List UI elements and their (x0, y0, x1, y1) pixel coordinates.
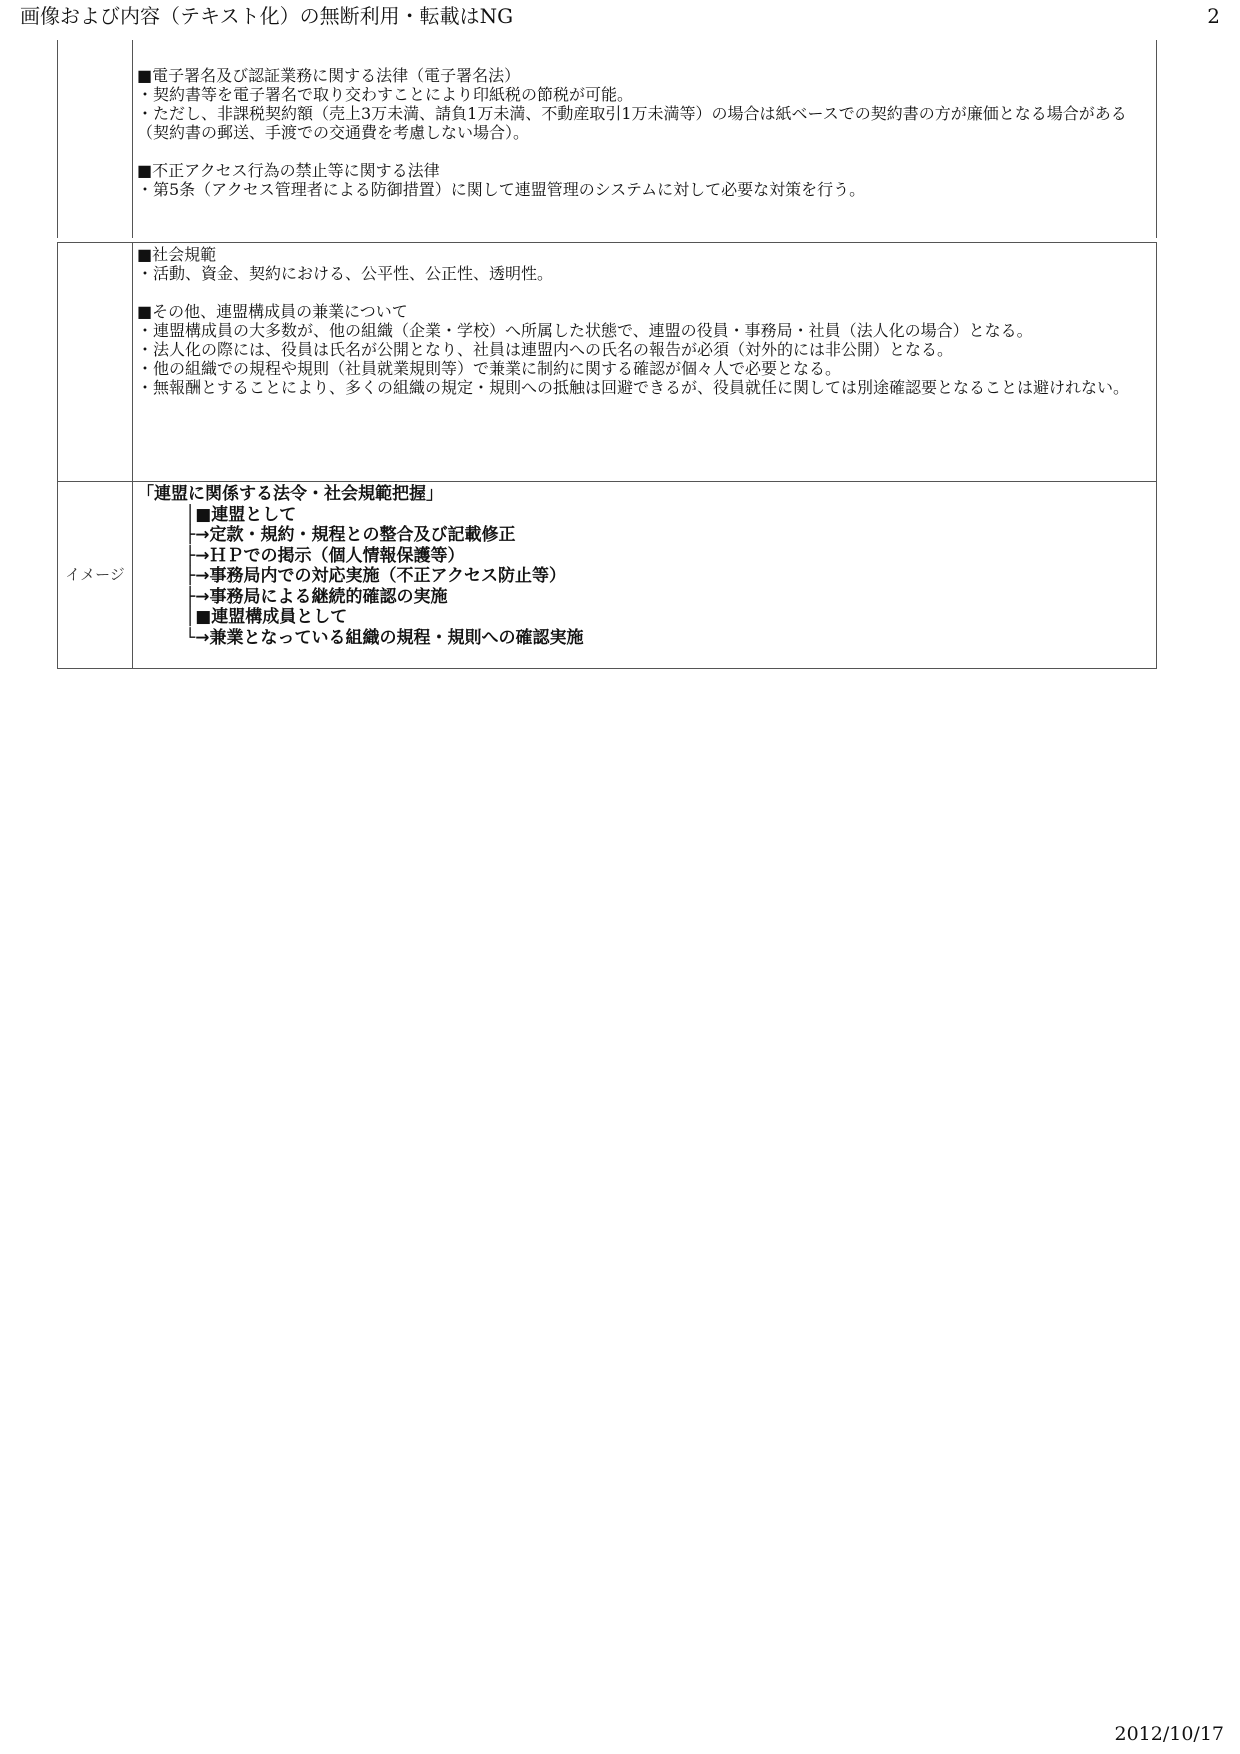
section-bullet: ・活動、資金、契約における、公平性、公正性、透明性。 (137, 264, 554, 283)
section-side-jobs (137, 302, 1152, 397)
header-title: 画像および内容（テキスト化）の無断利用・転載はNG (20, 4, 514, 28)
image-row-label: イメージ (65, 565, 125, 584)
section-heading: ■不正アクセス行為の禁止等に関する法律 (137, 161, 440, 180)
table-row-laws (57, 40, 1157, 238)
section-unauthorized-access-law (137, 161, 1152, 199)
outline-item: │■連盟構成員として (185, 607, 348, 627)
section-bullet: ・契約書等を電子署名で取り交わすことにより印紙税の節税が可能。 (137, 85, 634, 104)
outline-item: └→兼業となっている組織の規程・規則への確認実施 (185, 627, 584, 648)
section-bullet: ・第5条（アクセス管理者による防御措置）に関して連盟管理のシステムに対して必要な対策を行う。 (137, 180, 866, 199)
row-content-cell (133, 40, 1156, 238)
section-heading: ■電子署名及び認証業務に関する法律（電子署名法） (137, 66, 521, 85)
section-bullet: ・他の組織での規程や規則（社員就業規則等）で兼業に制約に関する確認が個々人で必要となる。 (137, 359, 842, 378)
section-social-norms (137, 245, 1152, 283)
section-bullet: ・法人化の際には、役員は氏名が公開となり、社員は連盟内への氏名の報告が必須（対外的には非公開）となる。 (137, 340, 954, 359)
outline-item: ├→事務局による継続的確認の実施 (185, 586, 448, 607)
table-row-social-norms (57, 242, 1157, 482)
row-label-cell (58, 482, 133, 668)
section-electronic-signature-law (137, 66, 1152, 142)
section-bullet: ・連盟構成員の大多数が、他の組織（企業・学校）へ所属した状態で、連盟の役員・事務局・社員（法人化の場合）となる。 (137, 321, 1033, 340)
outline-item: │■連盟として (185, 504, 297, 525)
section-heading: ■その他、連盟構成員の兼業について (137, 302, 408, 321)
section-bullet: ・無報酬とすることにより、多くの組織の規定・規則への抵触は回避できるが、役員就任に関しては別途確認要となることは避けれない。 (137, 378, 1130, 397)
document-table (57, 40, 1157, 669)
outline-item: ├→ＨＰでの掲示（個人情報保護等） (185, 545, 465, 566)
outline-item: ├→事務局内での対応実施（不正アクセス防止等） (185, 566, 566, 586)
row-label-cell (58, 243, 133, 481)
page-number: 2 (1207, 4, 1220, 28)
outline-item: ├→定款・規約・規程との整合及び記載修正 (185, 525, 516, 545)
outline-title: 「連盟に関係する法令・社会規範把握」 (137, 484, 443, 504)
page-header (20, 2, 1220, 32)
section-bullet: ・ただし、非課税契約額（売上3万未満、請負1万未満、不動産取引1万未満等）の場合は紙ベースでの契約書の方が廉価となる場合がある（契約書の郵送、手渡での交通費を考慮しない場合）。 (137, 104, 1127, 142)
row-label-cell (58, 40, 133, 238)
footer-date: 2012/10/17 (1114, 1723, 1224, 1745)
row-content-cell (133, 243, 1156, 481)
table-row-image (57, 482, 1157, 669)
section-heading: ■社会規範 (137, 245, 217, 264)
image-outline (133, 482, 1156, 668)
